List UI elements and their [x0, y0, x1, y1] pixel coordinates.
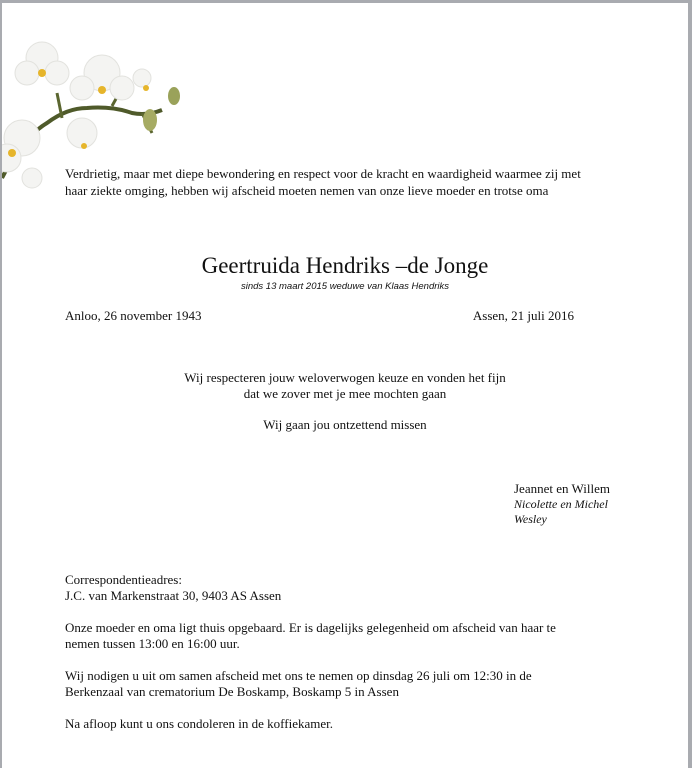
poem-line: Wij respecteren jouw weloverwogen keuze en vonden het fijn	[184, 370, 506, 385]
family-name: Wesley	[514, 512, 547, 526]
ceremony-info: Wij nodigen u uit om samen afscheid met ons te nemen op dinsdag 26 juli om 12:30 in de	[65, 668, 532, 683]
ceremony-info: Berkenzaal van crematorium De Boskamp, Boskamp 5 in Assen	[65, 684, 399, 699]
document-page	[2, 3, 688, 768]
birth-place-date: Anloo, 26 november 1943	[65, 308, 202, 323]
address: J.C. van Markenstraat 30, 9403 AS Assen	[65, 588, 282, 603]
widow-subtitle: sinds 13 maart 2015 weduwe van Klaas Hendriks	[240, 281, 450, 292]
family-name: Jeannet en Willem	[514, 481, 610, 496]
poem-line: dat we zover met je mee mochten gaan	[243, 386, 447, 401]
condolence-info: Na afloop kunt u ons condoleren in de koffiekamer.	[65, 716, 333, 731]
viewing-info: Onze moeder en oma ligt thuis opgebaard. Er is dagelijks gelegenheid om afscheid van haar te	[65, 620, 556, 635]
intro-line: haar ziekte omging, hebben wij afscheid moeten nemen van onze lieve moeder en trotse oma	[65, 183, 549, 198]
deceased-name: Geertruida Hendriks –de Jonge	[201, 253, 489, 278]
poem-line: Wij gaan jou ontzettend missen	[263, 417, 427, 432]
address-label: Correspondentieadres:	[65, 572, 182, 587]
intro-line: Verdrietig, maar met diepe bewondering en respect voor de kracht en waardigheid waarmee zij met	[65, 166, 581, 181]
viewing-info: nemen tussen 13:00 en 16:00 uur.	[65, 636, 240, 651]
family-name: Nicolette en Michel	[514, 497, 608, 511]
death-place-date: Assen, 21 juli 2016	[472, 308, 574, 323]
